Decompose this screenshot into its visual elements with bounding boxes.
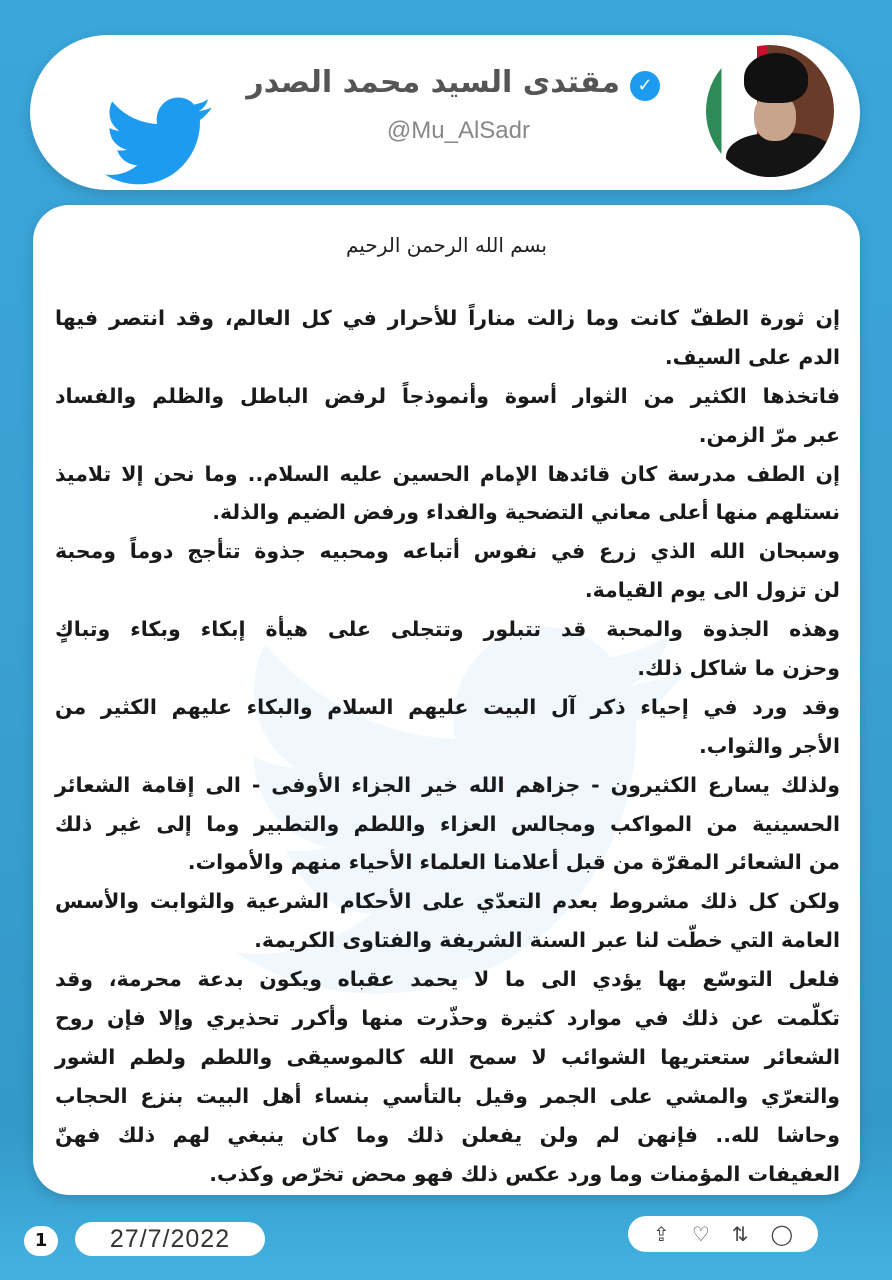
tweet-line: الأجر والثواب. [698, 733, 840, 758]
tweet-line: من الشعائر المقرّة من قبل أعلامنا العلماء الأحياء منهم والأموات. [187, 850, 840, 875]
reply-icon[interactable]: ◯ [770, 1222, 793, 1246]
profile-header [30, 35, 860, 190]
tweet-line: وحاشا لله.. فإنهن لم ولن يفعلن ذلك وما كان ينبغي لهم ذلك فهنّ [55, 1122, 840, 1147]
twitter-bird-icon [104, 97, 214, 187]
tweet-line: ولذلك يسارع الكثيرون - جزاهم الله خير الجزاء الأوفى - الى إقامة الشعائر [55, 772, 840, 797]
tweet-line: العامة التي خطّت لنا عبر السنة الشريفة والفتاوى الكريمة. [254, 928, 840, 953]
heart-icon[interactable]: ♡ [691, 1222, 710, 1246]
tweet-line: وسبحان الله الذي زرع في نفوس أتباعه ومحبيه جذوة تتأجج دوماً ومحبة [55, 539, 840, 564]
tweet-actions [628, 1216, 818, 1252]
page-number-badge: 1 [24, 1226, 58, 1256]
tweet-line: إن الطف مدرسة كان قائدها الإمام الحسين عليه السلام.. وما نحن إلا تلاميذ [55, 461, 840, 486]
tweet-line: الحسينية من المواكب ومجالس العزاء واللطم والتطبير وما إلى غير ذلك [55, 811, 840, 836]
user-handle[interactable]: @Mu_AlSadr [386, 117, 530, 144]
tweet-line: الدم على السيف. [664, 344, 840, 369]
tweet-line: إن ثورة الطفّ كانت وما زالت مناراً للأحرار في كل العالم، وقد انتصر فيها [55, 306, 840, 330]
tweet-line: وقد ورد في إحياء ذكر آل البيت عليهم السلام والبكاء عليهم الكثير من [55, 694, 840, 719]
tweet-line: الشعائر ستعتريها الشوائب لا سمح الله كالموسيقى واللطم ولطم الشور [55, 1044, 840, 1069]
tweet-body [55, 299, 840, 1193]
tweet-line: وحزن ما شاكل ذلك. [637, 656, 840, 681]
tweet-line: عبر مرّ الزمن. [698, 422, 840, 447]
tweet-line: نستلهم منها أعلى معاني التضحية والفداء ورفض الضيم والذلة. [212, 500, 840, 525]
share-icon[interactable]: ⇪ [653, 1222, 670, 1246]
tweet-line: وهذه الجذوة والمحبة قد تتبلور وتتجلى على هيأة إبكاء وبكاء وتباكٍ [55, 617, 840, 642]
tweet-line: فاتخذها الكثير من الثوار أسوة وأنموذجاً لرفض الباطل والظلم والفساد [55, 383, 840, 408]
retweet-icon[interactable]: ⇅ [731, 1222, 749, 1246]
tweet-line: العفيفات المؤمنات وما ورد عكس ذلك فهو محض تخرّص وكذب. [209, 1161, 840, 1186]
tweet-date: 27/7/2022 [75, 1222, 265, 1256]
basmala-heading: بسم الله الرحمن الرحيم [345, 233, 547, 257]
tweet-line: لن تزول الى يوم القيامة. [584, 578, 840, 603]
tweet-card [33, 205, 860, 1195]
tweet-line: ولكن كل ذلك مشروط بعدم التعدّي على الأحكام الشرعية والثوابت والأسس [55, 889, 840, 914]
verified-badge-icon: ✓ [630, 71, 660, 101]
tweet-line: والتعرّي والمشي على الجمر وقيل بالتأسي بنساء أهل البيت بنزع الحجاب [55, 1083, 840, 1108]
tweet-line: فلعل التوسّع بها يؤدي الى ما لا يحمد عقباه ويكون بدعة محرمة، وقد [55, 967, 840, 992]
avatar[interactable] [706, 45, 834, 177]
display-name[interactable]: مقتدى السيد محمد الصدر [246, 65, 620, 100]
tweet-line: تكلّمت عن ذلك في موارد كثيرة وحذّرت منها وأكرر تحذيري وإلا فإن روح [55, 1006, 840, 1031]
